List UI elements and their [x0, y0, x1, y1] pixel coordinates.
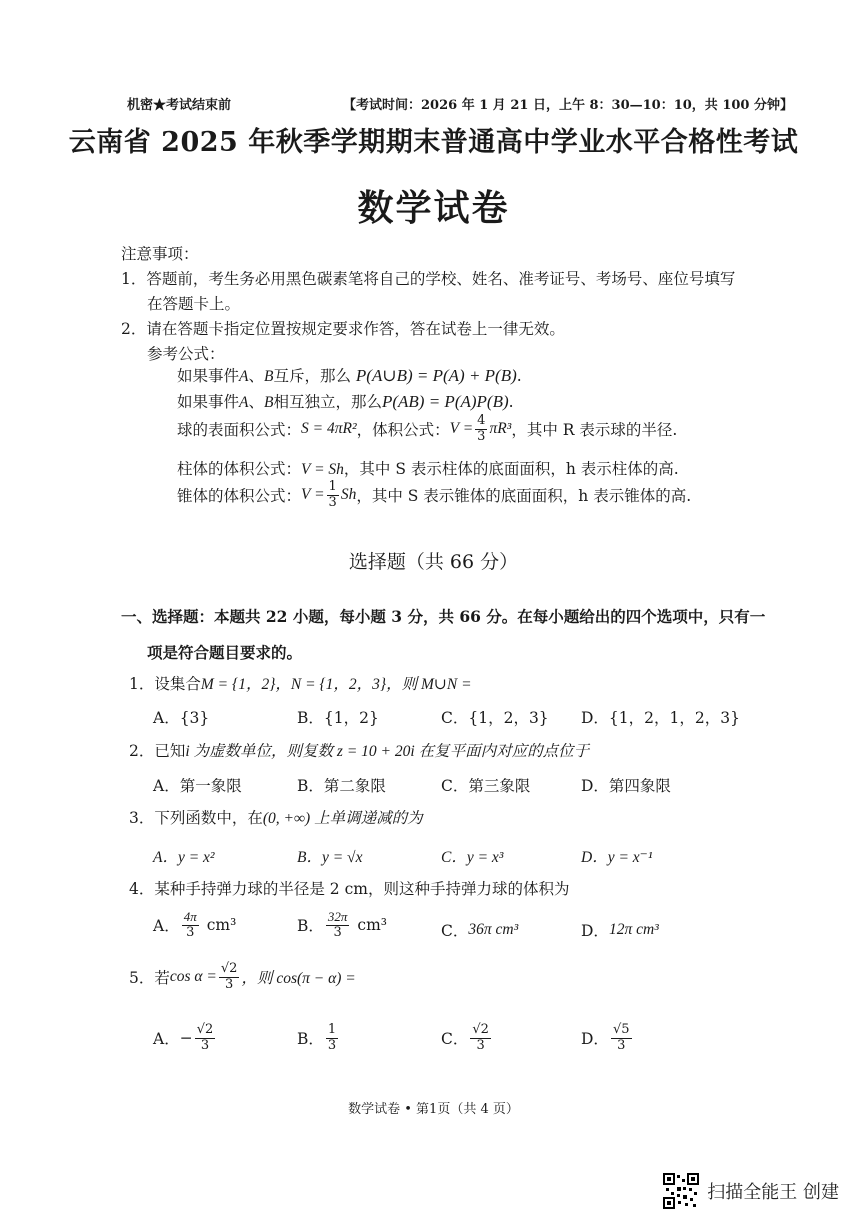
- fraction: [195, 1023, 216, 1054]
- q3-option-a: A．y = x²: [153, 849, 215, 866]
- minus-sign: −: [179, 1029, 193, 1048]
- denominator: 3: [333, 924, 342, 940]
- option-label: B．: [297, 1030, 324, 1049]
- question-5-stem: [129, 962, 356, 993]
- q4-option-a: [153, 910, 236, 941]
- page-footer: 数学试卷 • 第1页（共 4 页）: [348, 1102, 519, 1117]
- reference-heading: 参考公式：: [147, 345, 225, 363]
- confidential-label: 机密★考试结束前: [127, 98, 232, 113]
- q3-option-c: C．y = x³: [441, 849, 504, 866]
- event-a: A: [239, 368, 249, 385]
- question-2-stem: [129, 739, 589, 761]
- question-math: M = {1，2}，N = {1，2，3}，则 M∪N =: [200, 676, 472, 693]
- option-label: B．: [297, 917, 324, 936]
- volume-rhs: Sh: [340, 486, 357, 504]
- question-math: (0, +∞) 上单调递减的为: [262, 810, 423, 827]
- numerator: 1: [328, 479, 337, 494]
- numerator: √2: [220, 961, 238, 976]
- option-label: D．: [581, 922, 609, 940]
- notice-item-2: 2．请在答题卡指定位置按规定要求作答，答在试卷上一律无效。: [121, 320, 565, 338]
- formula-prism: [177, 457, 679, 479]
- denominator: 3: [225, 976, 234, 992]
- numerator: √2: [472, 1022, 489, 1037]
- exam-time: 【考试时间：2026 年 1 月 21 日，上午 8：30—10：10，共 100 分钟】: [343, 98, 793, 113]
- fraction: [326, 910, 350, 941]
- notice-heading: 注意事项：: [121, 245, 199, 263]
- formula-mid: 相互独立，那么: [273, 393, 382, 411]
- formula-independent: [177, 390, 514, 412]
- question-prefix: 5．若: [129, 969, 170, 988]
- denominator: 3: [186, 924, 195, 940]
- numerator: √5: [612, 1022, 630, 1037]
- question-prefix: 1．设集合: [129, 675, 201, 693]
- volume: V = Sh: [301, 461, 344, 478]
- fraction: [219, 962, 240, 993]
- event-a: A: [239, 394, 249, 411]
- numerator: √2: [196, 1022, 214, 1037]
- q2-option-d: D．第四象限: [581, 777, 671, 795]
- q5-option-b: [297, 1023, 340, 1054]
- q2-option-a: A．第一象限: [153, 777, 242, 795]
- formula-text: 如果事件: [177, 393, 240, 411]
- question-1-stem: [129, 672, 472, 694]
- fraction: [182, 910, 199, 941]
- scanner-watermark: [663, 1173, 839, 1209]
- option-label: C．: [441, 922, 469, 940]
- volume-rhs: πR³: [489, 420, 512, 438]
- exam-title: 云南省 2025 年秋季学期期末普通高中学业水平合格性考试: [68, 127, 799, 158]
- option-value: 12π cm³: [608, 921, 659, 938]
- option-label: A．: [153, 917, 180, 936]
- fraction: [611, 1023, 632, 1054]
- denominator: 3: [328, 494, 337, 510]
- formula-mid: 互斥，那么: [273, 367, 351, 385]
- section-title: 选择题（共 66 分）: [348, 551, 519, 573]
- option-label: C．: [441, 1030, 469, 1049]
- q2-option-c: C．第三象限: [441, 777, 531, 795]
- q4-option-d: [581, 919, 659, 941]
- formula-sphere: [177, 414, 677, 445]
- sep: 、: [248, 393, 264, 411]
- notice-item-1: 1．答题前，考生务必用黑色碳素笔将自己的学校、姓名、准考证号、考场号、座位号填写: [121, 270, 736, 288]
- q4-option-b: [297, 910, 387, 941]
- numerator: 4: [477, 413, 486, 428]
- q5-option-a: [153, 1023, 217, 1054]
- formula-tail: ，其中 S 表示锥体的底面面积，h 表示锥体的高.: [356, 487, 692, 506]
- fraction: [470, 1023, 491, 1054]
- option-value: 36π cm³: [468, 921, 519, 938]
- fraction: [327, 480, 339, 511]
- question-prefix: 2．已知: [129, 742, 186, 760]
- part-instructions: 一、选择题：本题共 22 小题，每小题 3 分，共 66 分。在每小题给出的四个选项中，只有一: [121, 607, 766, 626]
- q5-option-c: [441, 1023, 493, 1054]
- qr-code-icon: [663, 1173, 699, 1209]
- question-4-stem: 4．某种手持弹力球的半径是 2 cm，则这种手持弹力球的体积为: [129, 880, 570, 898]
- fraction: [475, 414, 487, 445]
- formula-expr: P(A∪B) = P(A) + P(B): [355, 366, 517, 385]
- unit: cm³: [357, 916, 387, 935]
- question-math: cos α =: [169, 968, 217, 986]
- numerator: 1: [327, 1022, 337, 1037]
- formula-pyramid: [177, 480, 691, 511]
- formula-end: .: [516, 367, 522, 385]
- q3-option-d: D．y = x⁻¹: [581, 849, 653, 866]
- formula-end: .: [508, 393, 514, 411]
- q1-option-c: C．{1，2，3}: [441, 709, 549, 727]
- denominator: 3: [477, 428, 486, 444]
- q1-option-b: B．{1，2}: [297, 709, 379, 727]
- formula-expr: P(AB) = P(A)P(B): [381, 392, 509, 411]
- formula-exclusive: [177, 364, 522, 386]
- numerator: 32π: [327, 909, 348, 924]
- q3-option-b: B．y = √x: [297, 849, 363, 866]
- subject-title: 数学试卷: [357, 187, 510, 229]
- surface-area: S = 4πR²: [301, 420, 357, 438]
- denominator: 3: [327, 1037, 337, 1053]
- volume-lhs: V =: [449, 420, 474, 438]
- event-b: B: [264, 368, 274, 385]
- denominator: 3: [200, 1037, 210, 1053]
- formula-tail: ，其中 S 表示柱体的底面面积，h 表示柱体的高.: [343, 460, 679, 478]
- sep: 、: [248, 367, 264, 385]
- notice-item-1-cont: 在答题卡上。: [147, 295, 241, 313]
- part-instructions-cont: 项是符合题目要求的。: [147, 643, 303, 662]
- formula-text: 如果事件: [177, 367, 240, 385]
- formula-tail: ，其中 R 表示球的半径.: [511, 421, 678, 440]
- q1-option-d: D．{1，2，1，2，3}: [581, 709, 740, 727]
- formula-label: 柱体的体积公式：: [177, 460, 302, 478]
- option-label: D．: [581, 1030, 609, 1049]
- option-label: A．: [153, 1030, 180, 1049]
- fraction: [326, 1023, 338, 1054]
- denominator: 3: [476, 1037, 485, 1053]
- event-b: B: [264, 394, 274, 411]
- q1-option-a: A．{3}: [153, 709, 210, 727]
- question-math-tail: ，则 cos(π − α) =: [241, 970, 356, 988]
- q5-option-d: [581, 1023, 634, 1054]
- formula-label: 球的表面积公式：: [177, 421, 302, 440]
- q4-option-c: [441, 919, 518, 941]
- numerator: 4π: [183, 909, 197, 924]
- volume-label: ，体积公式：: [356, 421, 450, 440]
- question-prefix: 3．下列函数中，在: [129, 809, 263, 827]
- question-math: i 为虚数单位，则复数 z = 10 + 20i 在复平面内对应的点位于: [185, 743, 590, 760]
- scanner-label: 扫描全能王 创建: [707, 1182, 839, 1203]
- unit: cm³: [206, 916, 237, 935]
- formula-label: 锥体的体积公式：: [177, 487, 302, 506]
- question-3-stem: [129, 806, 423, 828]
- volume-lhs: V =: [301, 486, 325, 504]
- denominator: 3: [617, 1037, 626, 1053]
- q2-option-b: B．第二象限: [297, 777, 386, 795]
